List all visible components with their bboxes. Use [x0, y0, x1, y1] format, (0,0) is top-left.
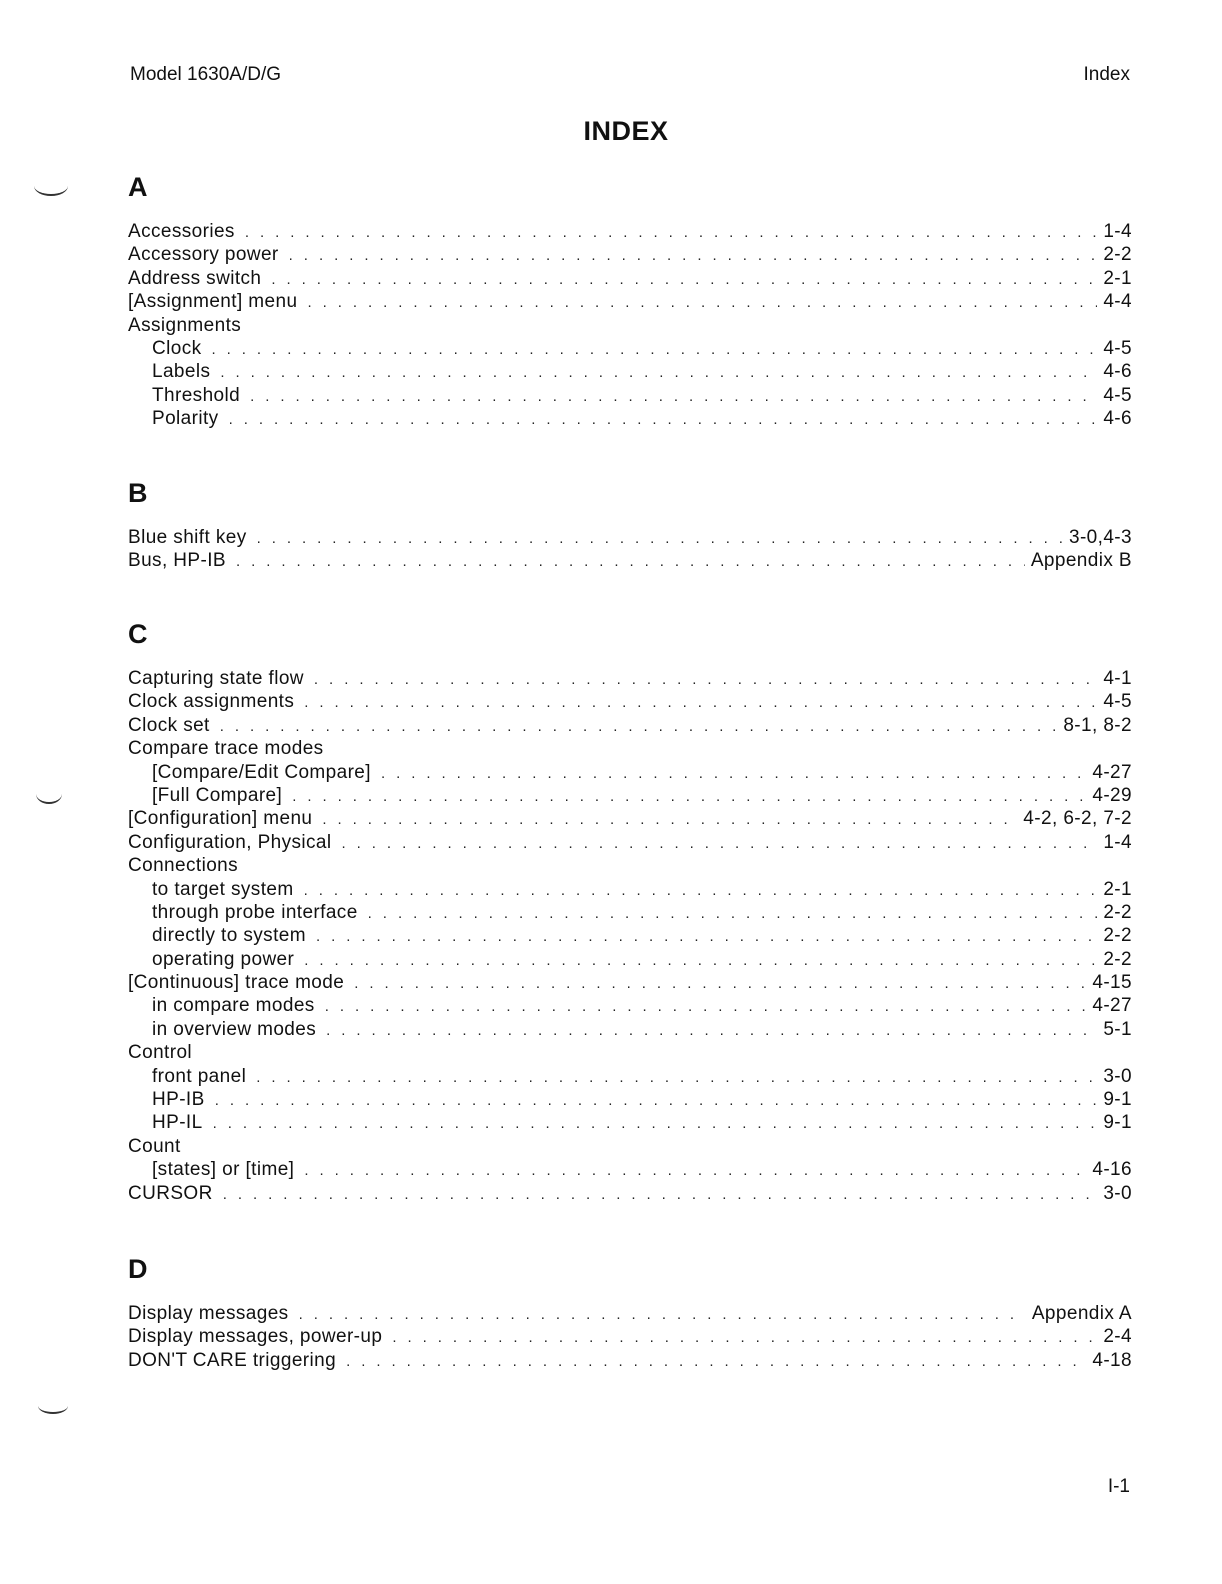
entry-label: CURSOR: [128, 1182, 213, 1204]
entry-page: 2-2: [1103, 901, 1132, 923]
entry-label: DON'T CARE triggering: [128, 1349, 337, 1371]
dot-leader: [236, 550, 1025, 573]
entry-label: [Configuration] menu: [128, 808, 313, 830]
index-subentry[interactable]: [128, 1158, 1132, 1181]
index-subentry[interactable]: [128, 360, 1132, 383]
entry-page: 2-1: [1103, 878, 1132, 900]
entry-label: [states] or [time]: [152, 1159, 295, 1181]
entry-label: Accessory power: [128, 244, 279, 266]
dot-leader: [381, 762, 1086, 785]
entry-page: 1-4: [1103, 221, 1132, 242]
index-heading: [128, 1041, 1132, 1064]
index-heading: [128, 737, 1132, 760]
dot-leader: [314, 668, 1097, 691]
dot-leader: [304, 879, 1098, 902]
entry-label: in overview modes: [152, 1018, 317, 1040]
index-subentry[interactable]: [128, 924, 1132, 947]
index-subentry[interactable]: [128, 1065, 1132, 1088]
entry-label: operating power: [152, 948, 295, 970]
dot-leader: [256, 1066, 1097, 1089]
entry-label: [Continuous] trace mode: [128, 972, 345, 994]
entry-label: Control: [128, 1042, 193, 1064]
dot-leader: [257, 527, 1063, 550]
section-c: [128, 619, 1132, 1205]
entry-page: 9-1: [1103, 1112, 1132, 1134]
dot-leader: [346, 1350, 1086, 1373]
index-entry[interactable]: [128, 807, 1132, 830]
entry-page: 4-6: [1103, 408, 1132, 430]
entry-label: Connections: [128, 855, 239, 877]
dot-leader: [212, 338, 1098, 361]
section-letter: A: [128, 172, 148, 202]
entry-label: [Compare/Edit Compare]: [152, 761, 371, 783]
index-entry[interactable]: [128, 690, 1132, 713]
dot-leader: [213, 1112, 1098, 1135]
entry-label: Count: [128, 1135, 181, 1157]
index-entry[interactable]: [128, 243, 1132, 266]
index-entry[interactable]: [128, 290, 1132, 313]
section-a: [128, 172, 1132, 431]
dot-leader: [229, 408, 1098, 431]
entry-label: Address switch: [128, 267, 262, 289]
dot-leader: [368, 902, 1098, 925]
dot-leader: [289, 244, 1098, 267]
entry-label: to target system: [152, 878, 294, 900]
section-letter: B: [128, 478, 148, 508]
dot-leader: [220, 715, 1058, 738]
entry-label: Threshold: [152, 384, 241, 406]
section-letter: C: [128, 619, 148, 649]
entry-page: 8-1, 8-2: [1063, 714, 1132, 736]
index-entry[interactable]: [128, 267, 1132, 290]
index-subentry[interactable]: [128, 1111, 1132, 1134]
dot-leader: [271, 268, 1097, 291]
margin-mark: [38, 1398, 68, 1414]
dot-leader: [322, 808, 1017, 831]
dot-leader: [316, 925, 1097, 948]
index-heading: [128, 314, 1132, 337]
dot-leader: [220, 361, 1097, 384]
entry-label: [Full Compare]: [152, 784, 283, 806]
entry-page: 4-5: [1103, 691, 1132, 713]
entry-page: 9-1: [1103, 1089, 1132, 1111]
dot-leader: [354, 972, 1086, 995]
entry-label: Clock assignments: [128, 691, 295, 713]
entry-label: Polarity: [152, 408, 219, 430]
entry-page: 4-1: [1103, 668, 1132, 689]
index-heading: [128, 1135, 1132, 1158]
entry-page: 4-27: [1092, 761, 1132, 783]
entry-label: Display messages, power-up: [128, 1326, 383, 1348]
entry-page: 2-2: [1103, 948, 1132, 970]
entry-page: 5-1: [1103, 1018, 1132, 1040]
index-entry[interactable]: [128, 667, 1132, 690]
index-subentry[interactable]: [128, 901, 1132, 924]
index-entry[interactable]: [128, 1325, 1132, 1348]
entry-label: HP-IB: [152, 1089, 205, 1111]
entry-page: Appendix A: [1031, 1303, 1132, 1324]
entry-page: 4-5: [1103, 384, 1132, 406]
index-entry[interactable]: [128, 526, 1132, 549]
dot-leader: [307, 291, 1097, 314]
dot-leader: [304, 691, 1097, 714]
entry-page: Appendix B: [1030, 550, 1132, 572]
dot-leader: [304, 949, 1097, 972]
dot-leader: [292, 785, 1086, 808]
entry-page: 2-2: [1103, 925, 1132, 947]
entry-label: Assignments: [128, 314, 242, 336]
index-heading: [128, 854, 1132, 877]
entry-label: Compare trace modes: [128, 738, 324, 760]
entry-label: Bus, HP-IB: [128, 550, 226, 572]
entry-label: Accessories: [128, 221, 235, 242]
section-b: [128, 478, 1132, 573]
entry-page: 4-29: [1092, 784, 1132, 806]
dot-leader: [250, 385, 1097, 408]
index-entry[interactable]: [128, 220, 1132, 243]
page-title: INDEX: [583, 116, 669, 146]
entry-label: in compare modes: [152, 995, 315, 1017]
entry-page: 3-0: [1103, 1182, 1132, 1204]
section-d: [128, 1254, 1132, 1372]
index-subentry[interactable]: [128, 878, 1132, 901]
entry-label: HP-IL: [152, 1112, 203, 1134]
index-subentry[interactable]: [128, 407, 1132, 430]
entry-page: 4-5: [1103, 337, 1132, 359]
entry-label: Configuration, Physical: [128, 831, 332, 853]
index-entry[interactable]: [128, 1349, 1132, 1372]
index-subentry[interactable]: [128, 1088, 1132, 1111]
margin-mark: [34, 176, 68, 196]
dot-leader: [325, 995, 1087, 1018]
index-subentry[interactable]: [128, 948, 1132, 971]
entry-page: 4-4: [1103, 291, 1132, 313]
index-entry[interactable]: [128, 1302, 1132, 1325]
index-subentry[interactable]: [128, 994, 1132, 1017]
dot-leader: [245, 221, 1098, 244]
entry-label: Display messages: [128, 1303, 289, 1324]
dot-leader: [304, 1159, 1086, 1182]
dot-leader: [223, 1183, 1098, 1206]
entry-page: 4-18: [1092, 1349, 1132, 1371]
index-entry[interactable]: [128, 1182, 1132, 1205]
margin-mark: [36, 784, 62, 804]
entry-page: 4-6: [1103, 361, 1132, 383]
entry-page: 4-2, 6-2, 7-2: [1023, 808, 1132, 830]
entry-label: directly to system: [152, 925, 306, 947]
entry-page: 1-4: [1103, 831, 1132, 853]
entry-page: 3-0,4-3: [1068, 527, 1132, 548]
page-number: I-1: [1107, 1476, 1130, 1497]
entry-label: [Assignment] menu: [128, 291, 298, 313]
entry-label: front panel: [152, 1065, 247, 1087]
header-section: Index: [1083, 64, 1130, 85]
index-subentry[interactable]: [128, 1018, 1132, 1041]
entry-label: Clock set: [128, 714, 210, 736]
entry-label: Blue shift key: [128, 527, 247, 548]
entry-page: 4-27: [1092, 995, 1132, 1017]
dot-leader: [299, 1303, 1026, 1326]
entry-label: Labels: [152, 361, 211, 383]
entry-page: 4-15: [1092, 972, 1132, 994]
index-entry[interactable]: [128, 971, 1132, 994]
entry-page: 2-4: [1103, 1326, 1132, 1348]
index-subentry[interactable]: [128, 761, 1132, 784]
index-subentry[interactable]: [128, 384, 1132, 407]
dot-leader: [326, 1019, 1097, 1042]
dot-leader: [392, 1326, 1097, 1349]
index-entry[interactable]: [128, 831, 1132, 854]
entry-page: 3-0: [1103, 1065, 1132, 1087]
entry-label: through probe interface: [152, 901, 358, 923]
index-subentry[interactable]: [128, 337, 1132, 360]
section-letter: D: [128, 1254, 148, 1284]
entry-page: 4-16: [1092, 1159, 1132, 1181]
header-model: Model 1630A/D/G: [130, 64, 282, 85]
entry-page: 2-1: [1103, 267, 1132, 289]
dot-leader: [215, 1089, 1098, 1112]
entry-label: Clock: [152, 337, 202, 359]
dot-leader: [342, 832, 1098, 855]
index-subentry[interactable]: [128, 784, 1132, 807]
index-entry[interactable]: [128, 549, 1132, 572]
entry-page: 2-2: [1103, 244, 1132, 266]
index-entry[interactable]: [128, 714, 1132, 737]
entry-label: Capturing state flow: [128, 668, 304, 689]
